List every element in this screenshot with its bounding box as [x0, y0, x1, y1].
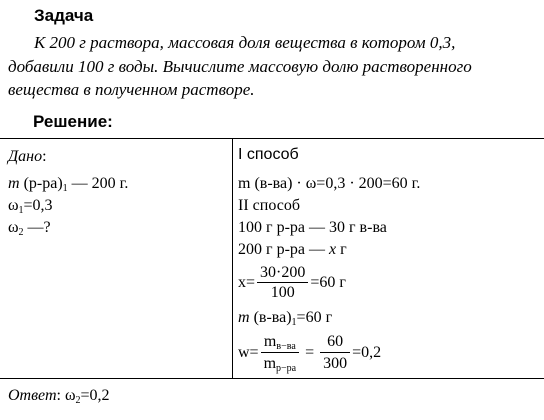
substance-mass: m $(в-ва)_1=60$ г	[238, 309, 333, 328]
method-2-heading: II способ	[238, 197, 300, 214]
task-heading: Задача	[34, 6, 94, 25]
answer-line: Ответ: $\omega_2=0,2$	[8, 387, 110, 406]
solution-heading: Решение:	[33, 112, 113, 131]
table-top-border	[0, 138, 544, 139]
method-1-equation: m (в-ва) · ω=0,3 · 200=60 г.	[238, 175, 421, 192]
given-initial-fraction: $\omega_1=0,3$	[8, 197, 53, 216]
proportion-line-2: 200 г р-ра — x г	[238, 241, 347, 258]
table-bottom-border	[0, 378, 544, 379]
given-unknown-fraction: $\omega_2$ —?	[8, 219, 51, 238]
x-calculation: x= $\frac{30\cdot 200}{100}$ =60 г	[238, 264, 346, 301]
x-fraction: $\frac{30\cdot 200}{100}$	[257, 264, 308, 301]
fraction-calculation: w= $\frac{m_{в-ва}}{m_{р-ра}}$ = $\frac{60}{300}$ =0,2	[238, 333, 382, 374]
task-line-1: К 200 г раствора, массовая доля вещества в котором 0,3,	[34, 33, 456, 52]
task-line-2: добавили 100 г воды. Вычислите массовую долю растворенного	[8, 57, 472, 76]
mass-ratio-fraction: $\frac{m_{в-ва}}{m_{р-ра}}$	[261, 332, 300, 373]
given-solution-mass: m $(р-ра)_1$ — 200 г.	[8, 175, 129, 194]
numeric-fraction: $\frac{60}{300}$	[320, 332, 350, 373]
method-1-heading: I способ	[238, 146, 299, 163]
proportion-line-1: 100 г р-ра — 30 г в-ва	[238, 219, 387, 236]
table-column-divider	[232, 138, 233, 378]
given-label: Дано:	[8, 148, 47, 165]
task-line-3: вещества в полученном растворе.	[8, 80, 255, 99]
